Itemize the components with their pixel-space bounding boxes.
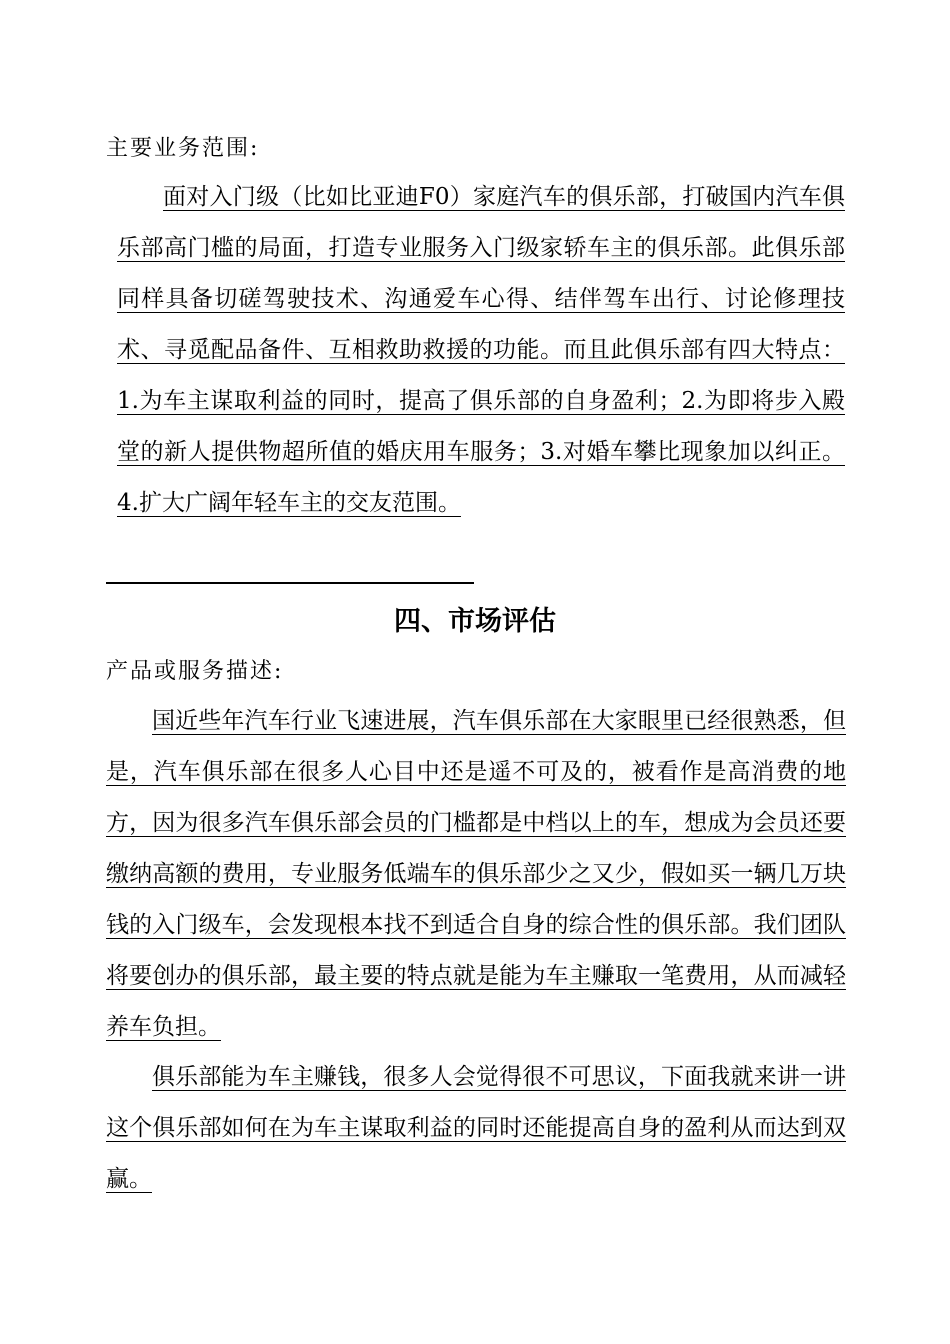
footnote-divider xyxy=(106,582,474,584)
product-description-paragraph xyxy=(106,696,846,1053)
win-win-paragraph xyxy=(106,1052,846,1205)
business-scope-label: 主要业务范围: xyxy=(106,136,260,161)
business-scope-paragraph xyxy=(117,172,845,529)
section-heading-market-evaluation: 四、市场评估 xyxy=(394,606,556,637)
win-win-text: 俱乐部能为车主赚钱，很多人会觉得很不可思议，下面我就来讲一讲这个俱乐部如何在为车主谋取利益的同时还能提高自身的盈利从而达到双赢。 xyxy=(106,1064,846,1192)
product-service-label: 产品或服务描述: xyxy=(106,659,284,684)
business-scope-text: 面对入门级（比如比亚迪F0）家庭汽车的俱乐部，打破国内汽车俱乐部高门槛的局面，打造专业服务入门级家轿车主的俱乐部。此俱乐部同样具备切磋驾驶技术、沟通爱车心得、结伴驾车出行、讨论修理技术、寻觅配品备件、互相救助救援的功能。而且此俱乐部有四大特点：1.为车主谋取利益的同时，提高了俱乐部的自身盈利；2.为即将步入殿堂的新人提供物超所值的婚庆用车服务；3.对婚车攀比现象加以纠正。4.扩大广阔年轻车主的交友范围。 xyxy=(117,184,845,516)
product-description-text: 国近些年汽车行业飞速进展，汽车俱乐部在大家眼里已经很熟悉，但是，汽车俱乐部在很多人心目中还是遥不可及的，被看作是高消费的地方，因为很多汽车俱乐部会员的门槛都是中档以上的车，想成为会员还要缴纳高额的费用，专业服务低端车的俱乐部少之又少，假如买一辆几万块钱的入门级车，会发现根本找不到适合自身的综合性的俱乐部。我们团队将要创办的俱乐部，最主要的特点就是能为车主赚取一笔费用，从而减轻养车负担。 xyxy=(106,708,846,1040)
